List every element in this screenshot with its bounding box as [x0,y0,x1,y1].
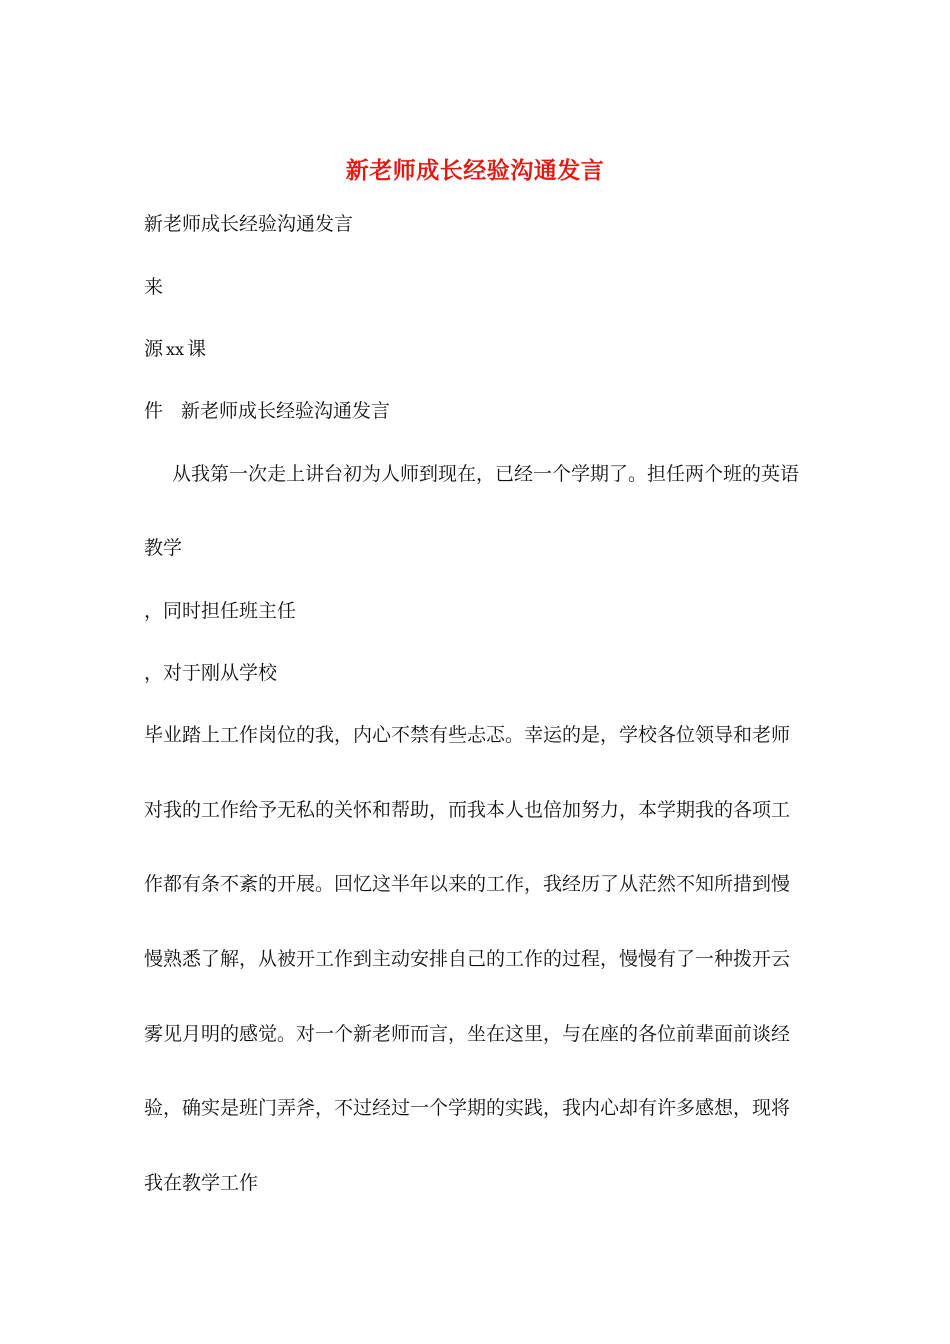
text-line: 教学 [144,537,183,559]
document-title: 新老师成长经验沟通发言 [345,157,605,184]
text-fragment: 件 [144,400,164,422]
text-fragment: xx [166,340,185,359]
text-line: 验，确实是班门弄斧，不过经过一个学期的实践，我内心却有许多感想，现将 [144,1097,791,1119]
text-line: 来 [144,276,164,298]
text-line: 我在教学工作 [144,1172,259,1194]
text-fragment: 源 [144,338,164,360]
text-line: 毕业踏上工作岗位的我，内心不禁有些忐忑。幸运的是，学校各位领导和老师 [144,724,791,746]
text-line: 慢熟悉了解，从被开工作到主动安排自己的工作的过程，慢慢有了一种拨开云 [144,948,791,970]
text-line: 新老师成长经验沟通发言 [144,213,354,235]
text-fragment: 课 [187,338,207,360]
text-fragment: 新老师成长经验沟通发言 [181,400,391,422]
text-line: 对我的工作给予无私的关怀和帮助，而我本人也倍加努力，本学期我的各项工 [144,799,791,821]
text-line: ，同时担任班主任 [144,600,297,622]
paragraph-first-line: 从我第一次走上讲台初为人师到现在，已经一个学期了。担任两个班的英语 [172,463,800,485]
text-line: 雾见月明的感觉。对一个新老师而言，坐在这里，与在座的各位前辈面前谈经 [144,1023,791,1045]
text-line [144,337,206,362]
text-line: 作都有条不紊的开展。回忆这半年以来的工作，我经历了从茫然不知所措到慢 [144,873,791,895]
text-line [144,399,390,423]
text-line: ，对于刚从学校 [144,662,278,684]
